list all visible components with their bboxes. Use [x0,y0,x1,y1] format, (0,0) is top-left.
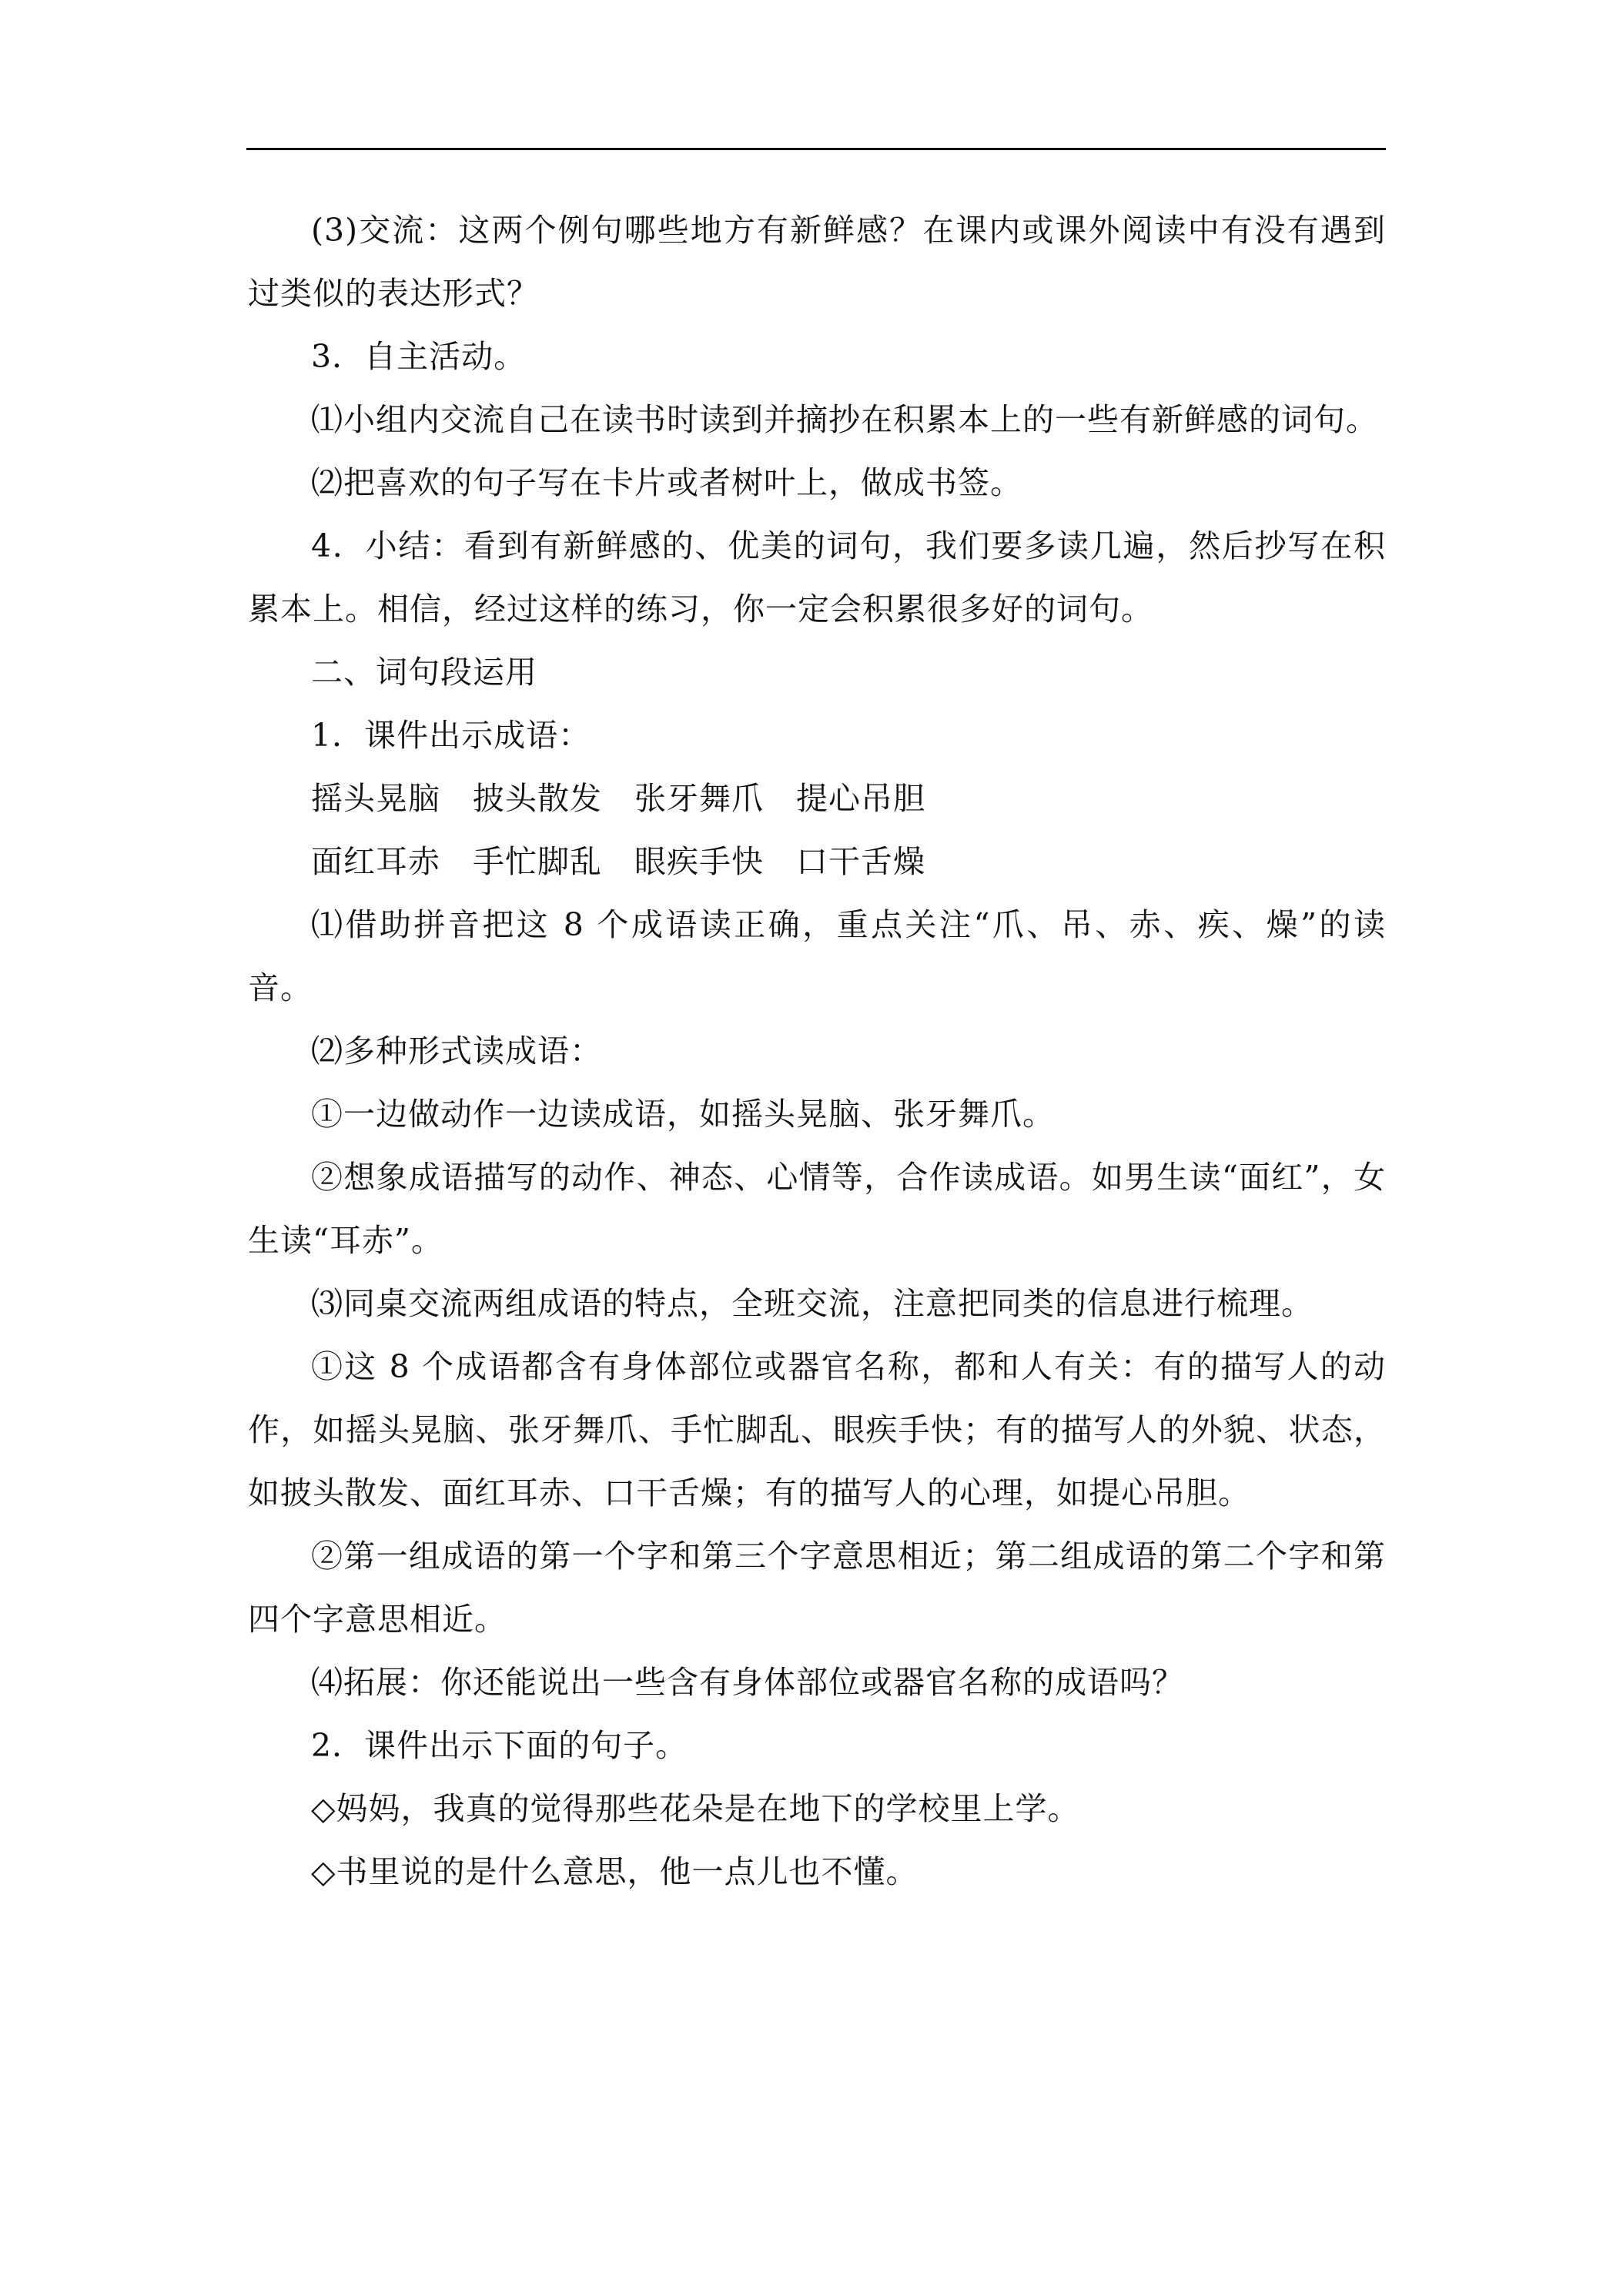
paragraph-similar-meaning: ②第一组成语的第一个字和第三个字意思相近；第二组成语的第二个字和第四个字意思相近。 [248,1538,1386,1638]
idiom-row-1 [248,767,1386,830]
idiom: 眼疾手快 [634,843,764,880]
paragraph-show-sentences: 2．课件出示下面的句子。 [311,1727,688,1764]
paragraph-show-idioms: 1．课件出示成语： [311,717,591,754]
example-sentence-2: ◇书里说的是什么意思，他一点儿也不懂。 [311,1853,919,1890]
paragraph-extension: ⑷拓展：你还能说出一些含有身体部位或器官名称的成语吗？ [311,1664,1184,1701]
idiom: 面红耳赤 [311,843,440,880]
paragraph-read-pinyin: ⑴借助拼音把这 8 个成语读正确，重点关注“爪、吊、赤、疾、燥”的读音。 [248,906,1386,1006]
idiom-row-2 [248,830,1386,893]
idiom: 口干舌燥 [796,843,925,880]
paragraph-exchange-question: (3)交流：这两个例句哪些地方有新鲜感？在课内或课外阅读中有没有遇到过类似的表达形式？ [248,212,1386,312]
paragraph-read-forms: ⑵多种形式读成语： [311,1033,602,1069]
paragraph-summary: 4．小结：看到有新鲜感的、优美的词句，我们要多读几遍，然后抄写在积累本上。相信，经过这样的练习，你一定会积累很多好的词句。 [248,527,1386,628]
paragraph-desk-exchange: ⑶同桌交流两组成语的特点，全班交流，注意把同类的信息进行梳理。 [311,1285,1313,1322]
paragraph-read-with-actions: ①一边做动作一边读成语，如摇头晃脑、张牙舞爪。 [311,1096,1055,1133]
paragraph-group-exchange: ⑴小组内交流自己在读书时读到并摘抄在积累本上的一些有新鲜感的词句。 [311,401,1378,438]
paragraph-imagine-read: ②想象成语描写的动作、神态、心情等，合作读成语。如男生读“面红”，女生读“耳赤”。 [248,1159,1386,1259]
document-body [248,199,1386,1903]
header-rule [246,148,1386,150]
section-heading-usage: 二、词句段运用 [311,654,537,691]
paragraph-bookmark: ⑵把喜欢的句子写在卡片或者树叶上，做成书签。 [311,464,1022,501]
paragraph-body-parts: ①这 8 个成语都含有身体部位或器官名称，都和人有关：有的描写人的动作，如摇头晃脑、张牙舞爪、手忙脚乱、眼疾手快；有的描写人的外貌、状态，如披头散发、面红耳赤、口干舌燥；有的描写人的心理，如提心吊胆。 [248,1348,1386,1511]
idiom: 提心吊胆 [796,780,925,817]
idiom: 摇头晃脑 [311,780,440,817]
paragraph-step-3: 3．自主活动。 [311,338,527,375]
idiom: 手忙脚乱 [473,843,602,880]
example-sentence-1: ◇妈妈，我真的觉得那些花朵是在地下的学校里上学。 [311,1790,1080,1827]
idiom: 披头散发 [473,780,602,817]
idiom: 张牙舞爪 [634,780,764,817]
